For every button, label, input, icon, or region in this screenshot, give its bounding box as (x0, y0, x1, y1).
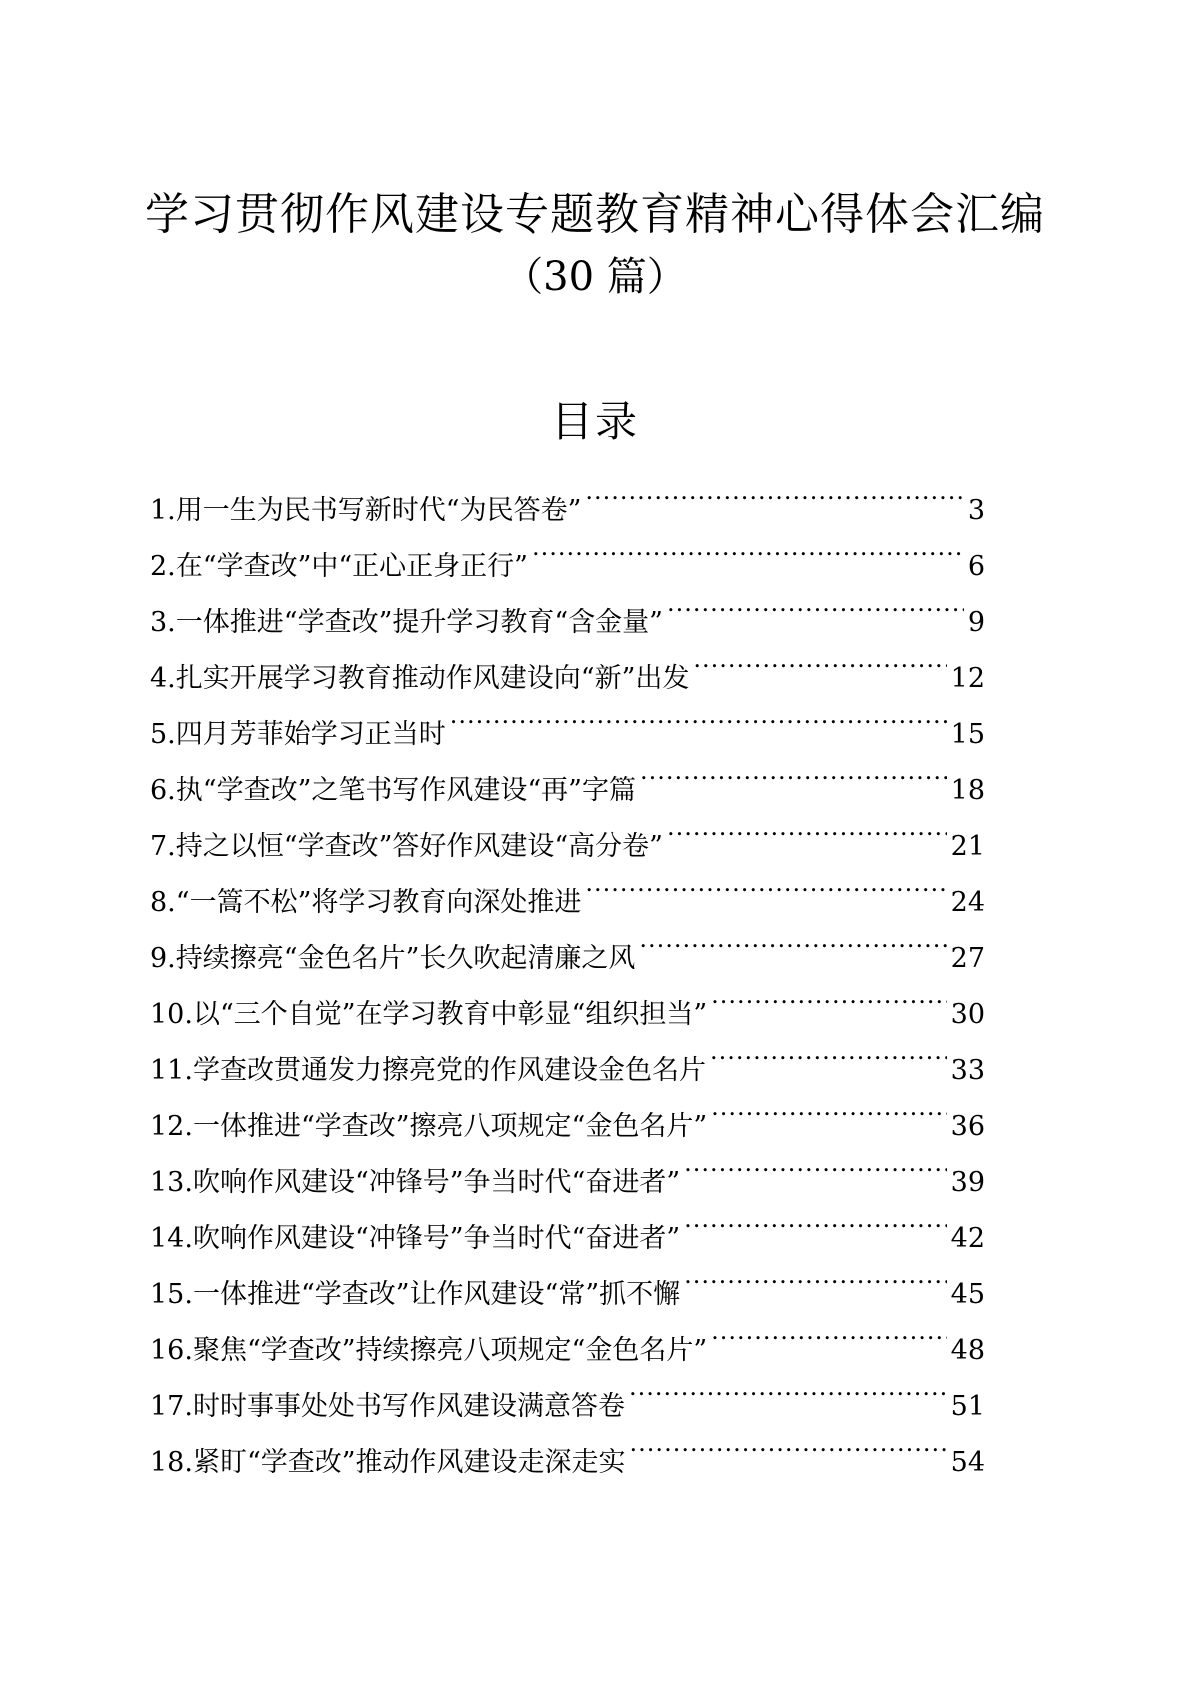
toc-entry-page: 39 (950, 1167, 985, 1198)
toc-dot-leader (711, 1079, 946, 1135)
document-title: 学习贯彻作风建设专题教育精神心得体会汇编 (145, 189, 1045, 240)
toc-dot-leader (693, 631, 946, 687)
toc-dot-leader (639, 911, 946, 967)
toc-entry-page: 18 (950, 775, 985, 806)
toc-entry-title: 5.四月芳菲始学习正当时 (150, 719, 446, 750)
toc-dot-leader (629, 1359, 947, 1415)
toc-entry-page: 9 (967, 607, 985, 638)
toc-entry-page: 12 (950, 663, 985, 694)
toc-dot-leader (684, 1191, 946, 1247)
toc-dot-leader (667, 799, 947, 855)
toc-entry-title: 17.时时事事处处书写作风建设满意答卷 (150, 1391, 625, 1422)
toc-dot-leader (640, 743, 947, 799)
toc-entry-title: 1.用一生为民书写新时代“为民答卷” (150, 495, 582, 526)
toc-dot-leader (711, 967, 946, 1023)
toc-entry-page: 6 (967, 551, 985, 582)
toc-entry-page: 54 (950, 1447, 985, 1478)
toc-entry-title: 3.一体推进“学查改”提升学习教育“含金量” (150, 607, 663, 638)
toc-entry-title: 10.以“三个自觉”在学习教育中彰显“组织担当” (150, 999, 708, 1030)
toc-dot-leader (684, 1247, 946, 1303)
toc-entry-title: 16.聚焦“学查改”持续擦亮八项规定“金色名片” (150, 1335, 708, 1366)
toc-entry-title: 6.执“学查改”之笔书写作风建设“再”字篇 (150, 775, 636, 806)
toc-dot-leader (585, 855, 946, 911)
toc-entry-page: 21 (950, 831, 985, 862)
toc-entry-page: 30 (950, 999, 985, 1030)
toc-dot-leader (585, 463, 963, 519)
toc-entry-page: 15 (950, 719, 985, 750)
toc-entry-page: 33 (950, 1055, 985, 1086)
toc-dot-leader (667, 575, 964, 631)
toc-dot-leader (450, 687, 947, 743)
toc-entry-page: 42 (950, 1223, 985, 1254)
toc-heading: 目录 (550, 397, 639, 446)
toc-entry-page: 45 (950, 1279, 985, 1310)
toc-entry-title: 4.扎实开展学习教育推动作风建设向“新”出发 (150, 663, 690, 694)
toc-entry-title: 7.持之以恒“学查改”答好作风建设“高分卷” (150, 831, 663, 862)
toc-entry (150, 463, 985, 526)
toc-dot-leader (532, 519, 964, 575)
document-subtitle: （30 篇） (503, 254, 687, 300)
toc-dot-leader (710, 1023, 947, 1079)
toc-entry-page: 51 (950, 1391, 985, 1422)
toc-entry-title: 12.一体推进“学查改”擦亮八项规定“金色名片” (150, 1111, 708, 1142)
toc-entry-page: 48 (950, 1335, 985, 1366)
toc-entry-title: 15.一体推进“学查改”让作风建设“常”抓不懈 (150, 1279, 681, 1310)
toc-entry-page: 3 (967, 495, 985, 526)
toc-dot-leader (711, 1303, 946, 1359)
toc-entry-title: 11.学查改贯通发力擦亮党的作风建设金色名片 (150, 1055, 706, 1086)
toc-entry-title: 14.吹响作风建设“冲锋号”争当时代“奋进者” (150, 1223, 681, 1254)
toc-dot-leader (684, 1135, 946, 1191)
toc-entry-page: 36 (950, 1111, 985, 1142)
toc-entry-title: 2.在“学查改”中“正心正身正行” (150, 551, 528, 582)
document-title-block (0, 184, 1190, 308)
toc-entry-title: 18.紧盯“学查改”推动作风建设走深走实 (150, 1447, 626, 1478)
table-of-contents (150, 463, 985, 1478)
toc-entry-title: 9.持续擦亮“金色名片”长久吹起清廉之风 (150, 943, 636, 974)
toc-entry-page: 27 (950, 943, 985, 974)
toc-entry-title: 8.“一篙不松”将学习教育向深处推进 (150, 887, 582, 918)
toc-entry-title: 13.吹响作风建设“冲锋号”争当时代“奋进者” (150, 1167, 681, 1198)
toc-entry-page: 24 (950, 887, 985, 918)
toc-dot-leader (630, 1415, 947, 1471)
